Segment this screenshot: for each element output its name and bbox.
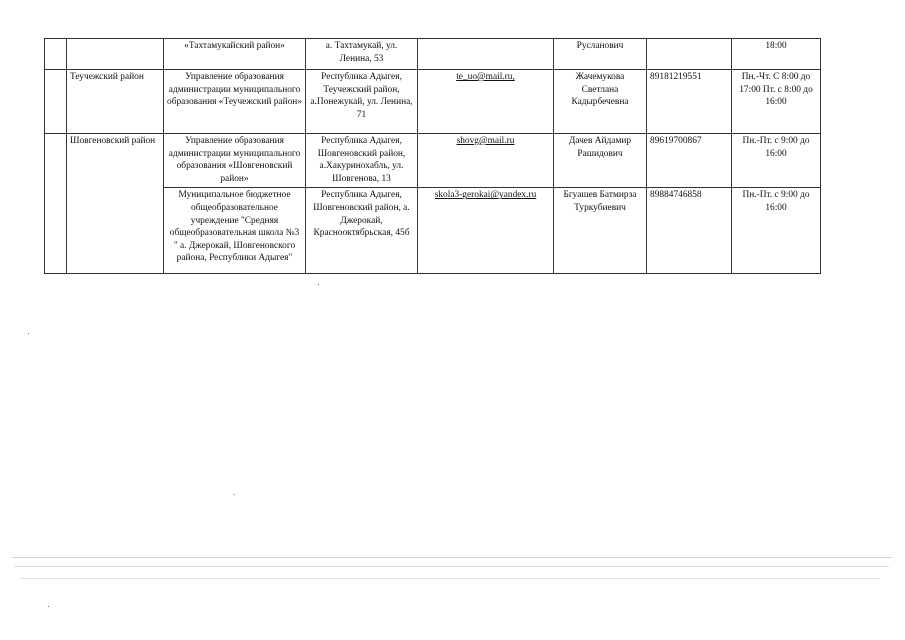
person-cell: Русланович <box>554 39 647 70</box>
phone-cell <box>647 39 732 70</box>
organization-cell: Управление образования администрации муниципального образования «Шовгеновский район» <box>164 134 306 188</box>
phone-cell: 89884746858 <box>647 188 732 274</box>
hours-cell: Пн.-Пт. с 9:00 до 16:00 <box>732 134 821 188</box>
district-cell: Теучежский район <box>67 70 164 134</box>
person-cell: Бгуашев Батмирза Туркубиевич <box>554 188 647 274</box>
table-row <box>45 188 821 274</box>
scan-artifact-line <box>12 557 892 558</box>
district-cell <box>67 188 164 274</box>
phone-cell: 89619700867 <box>647 134 732 188</box>
address-cell: Республика Адыгея, Теучежский район, а.Понежукай, ул. Ленина, 71 <box>306 70 418 134</box>
scan-artifact-line <box>14 566 889 567</box>
index-cell <box>45 134 67 188</box>
email-cell: shovg@mail.ru <box>418 134 554 188</box>
scan-speck <box>318 284 319 285</box>
hours-cell: 18:00 <box>732 39 821 70</box>
index-cell <box>45 188 67 274</box>
person-cell: Жачемукова Светлана Кадырбечевна <box>554 70 647 134</box>
index-cell <box>45 70 67 134</box>
scan-speck <box>28 333 29 334</box>
scan-speck <box>48 606 49 607</box>
address-cell: Республика Адыгея, Шовгеновский район, а. Джерокай, Краснооктябрьская, 45б <box>306 188 418 274</box>
table-row <box>45 134 821 188</box>
person-cell: Дачев Айдамир Рашидович <box>554 134 647 188</box>
table-row <box>45 39 821 70</box>
phone-cell: 89181219551 <box>647 70 732 134</box>
scan-artifact-line <box>20 578 880 579</box>
organization-cell: «Тахтамукайский район» <box>164 39 306 70</box>
email-cell: te_uo@mail.ru, <box>418 70 554 134</box>
email-cell <box>418 39 554 70</box>
district-cell <box>67 39 164 70</box>
organization-cell: Муниципальное бюджетное общеобразовательное учреждение "Средняя общеобразовательная школа №3 " а. Джерокай, Шовгеновского района, Республики Адыгея" <box>164 188 306 274</box>
email-cell: skola3-gerokai@yandex.ru <box>418 188 554 274</box>
address-cell: а. Тахтамукай, ул. Ленина, 53 <box>306 39 418 70</box>
hours-cell: Пн.-Чт. С 8:00 до 17:00 Пт. с 8:00 до 16:00 <box>732 70 821 134</box>
contacts-table <box>44 38 821 274</box>
scan-speck <box>234 494 235 495</box>
hours-cell: Пн.-Пт. с 9:00 до 16:00 <box>732 188 821 274</box>
index-cell <box>45 39 67 70</box>
table-row <box>45 70 821 134</box>
district-cell: Шовгеновский район <box>67 134 164 188</box>
address-cell: Республика Адыгея, Шовгеновский район, а.Хакуринохабль, ул. Шовгенова, 13 <box>306 134 418 188</box>
organization-cell: Управление образования администрации муниципального образования «Теучежский район» <box>164 70 306 134</box>
